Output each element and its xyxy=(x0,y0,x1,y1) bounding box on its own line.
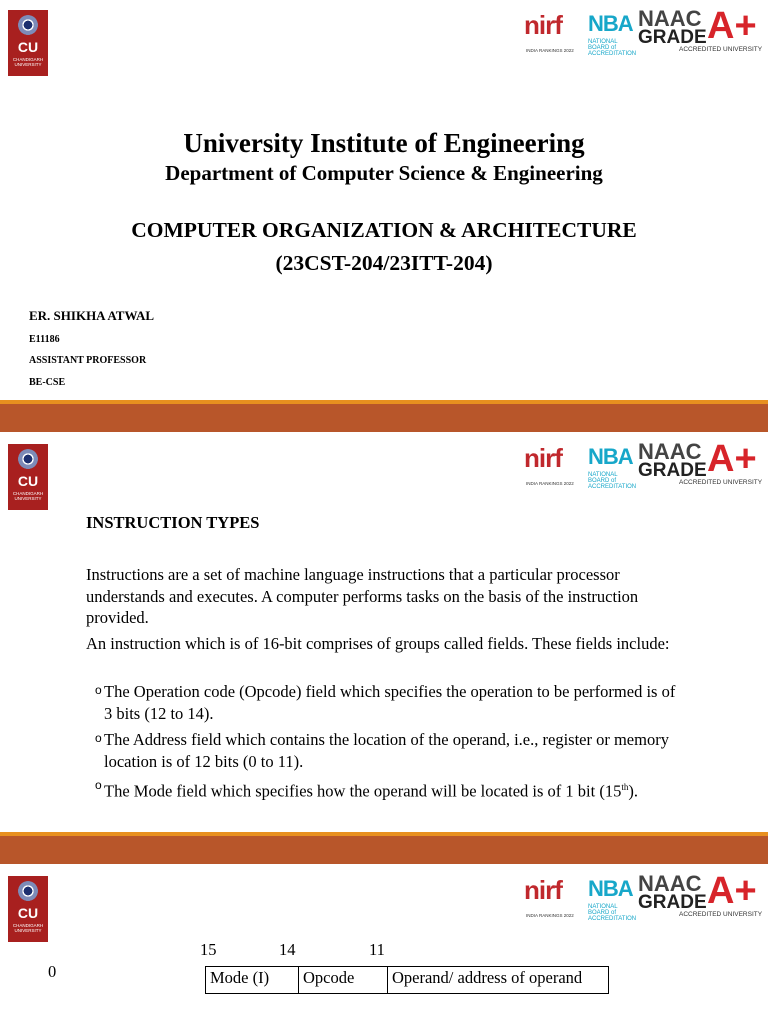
nirf-caption: INDIA RANKINGS 2022 xyxy=(526,48,574,53)
a-plus-logo: A+ xyxy=(707,438,757,480)
nirf-logo: nirf xyxy=(524,10,562,40)
grade-label: GRADE xyxy=(638,27,707,48)
cu-logo xyxy=(8,444,48,510)
nba-caption: NATIONAL BOARD of ACCREDITATION xyxy=(588,472,637,490)
naac-logo: NAAC xyxy=(638,6,702,31)
ordinal-suffix: th xyxy=(621,782,629,792)
nirf-caption: INDIA RANKINGS 2022 xyxy=(526,913,574,918)
cu-emblem-icon xyxy=(18,449,38,469)
list-item-text: The Address field which contains the location of the operand, i.e., register or memory location is of 12 bits (0 to 11). xyxy=(104,730,669,771)
nirf-logo: nirf xyxy=(524,443,562,473)
cu-logo-caption: CHANDIGARH UNIVERSITY xyxy=(12,57,44,67)
cu-logo-text: CU xyxy=(17,39,39,55)
bit-label-0: 0 xyxy=(48,962,57,981)
cu-logo-caption: CHANDIGARH UNIVERSITY xyxy=(12,491,44,501)
slide-divider xyxy=(0,404,768,432)
list-item-text-end: ). xyxy=(628,781,638,801)
cu-logo-text: CU xyxy=(17,473,39,489)
department-title: Department of Computer Science & Engineering xyxy=(165,161,603,185)
accreditation-logos xyxy=(524,5,764,58)
bit-label-14: 14 xyxy=(279,940,296,959)
cu-logo-caption: CHANDIGARH UNIVERSITY xyxy=(12,923,44,933)
grade-label: GRADE xyxy=(638,460,707,481)
table-row xyxy=(206,967,609,994)
accredited-caption: ACCREDITED UNIVERSITY xyxy=(679,46,763,53)
list-item-text-main: The Mode field which specifies how the operand will be located is of 1 bit (15 xyxy=(104,781,622,801)
list-item xyxy=(95,776,685,803)
grade-label: GRADE xyxy=(638,892,707,913)
accreditation-logos xyxy=(524,438,764,491)
section-heading: INSTRUCTION TYPES xyxy=(86,513,260,532)
institute-title: University Institute of Engineering xyxy=(183,128,585,158)
bullet-marker: o xyxy=(95,778,102,792)
intro-paragraph: Instructions are a set of machine language instructions that a particular processor understands and executes. A computer performs tasks on the basis of the instruction provided. xyxy=(86,565,639,627)
nba-logo: NBA xyxy=(588,11,633,36)
naac-logo: NAAC xyxy=(638,439,702,464)
bullet-marker: o xyxy=(95,683,102,697)
bit-label-11: 11 xyxy=(369,940,385,959)
cu-logo xyxy=(8,10,48,76)
slide-title xyxy=(0,0,768,400)
bullet-marker: o xyxy=(95,731,102,745)
cu-logo-text: CU xyxy=(17,905,39,921)
slide-divider xyxy=(0,836,768,864)
operand-field-cell: Operand/ address of operand xyxy=(388,967,609,994)
list-item-text: The Operation code (Opcode) field which specifies the operation to be performed is of 3 bits (12 to 14). xyxy=(104,682,676,723)
bit-label-15: 15 xyxy=(200,940,217,959)
naac-logo: NAAC xyxy=(638,871,702,896)
a-plus-logo: A+ xyxy=(707,5,757,47)
a-plus-logo: A+ xyxy=(707,870,757,912)
nba-caption: NATIONAL BOARD of ACCREDITATION xyxy=(588,39,637,57)
cu-emblem-icon xyxy=(18,15,38,35)
nba-logo: NBA xyxy=(588,876,633,901)
list-item xyxy=(95,681,685,725)
faculty-name: ER. SHIKHA ATWAL xyxy=(29,308,155,323)
mode-field-cell: Mode (I) xyxy=(206,967,299,994)
list-item xyxy=(95,729,685,773)
cu-emblem-icon xyxy=(18,881,38,901)
course-title: COMPUTER ORGANIZATION & ARCHITECTURE xyxy=(131,218,637,242)
fields-paragraph: An instruction which is of 16-bit comprises of groups called fields. These fields include: xyxy=(86,634,670,653)
faculty-designation: ASSISTANT PROFESSOR xyxy=(29,355,147,366)
nirf-caption: INDIA RANKINGS 2022 xyxy=(526,481,574,486)
cu-logo xyxy=(8,876,48,942)
nba-logo: NBA xyxy=(588,444,633,469)
slide-instruction-types xyxy=(0,432,768,832)
faculty-id: E11186 xyxy=(29,334,60,345)
accredited-caption: ACCREDITED UNIVERSITY xyxy=(679,911,763,918)
accreditation-logos xyxy=(524,870,764,923)
course-code: (23CST-204/23ITT-204) xyxy=(275,251,493,275)
instruction-format-table xyxy=(205,966,609,994)
nirf-logo: nirf xyxy=(524,875,562,905)
list-item-text xyxy=(95,776,685,803)
accredited-caption: ACCREDITED UNIVERSITY xyxy=(679,479,763,486)
opcode-field-cell: Opcode xyxy=(299,967,388,994)
faculty-program: BE-CSE xyxy=(29,377,66,388)
nba-caption: NATIONAL BOARD of ACCREDITATION xyxy=(588,904,637,922)
